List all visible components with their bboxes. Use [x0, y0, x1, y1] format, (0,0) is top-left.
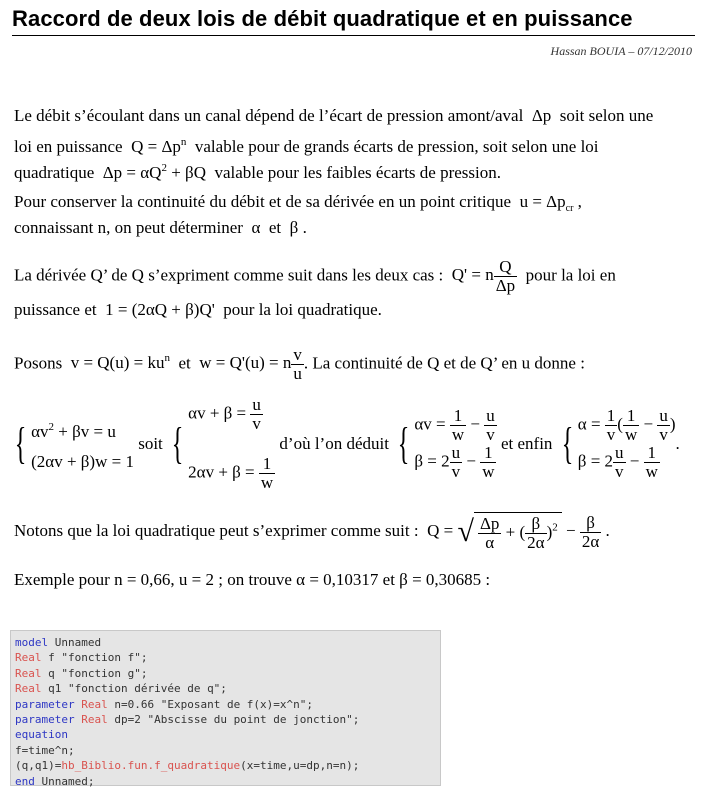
- brace-3: {: [397, 419, 410, 468]
- brace-4: {: [561, 419, 574, 468]
- text: d’où l’on déduit: [279, 434, 389, 453]
- code-text: n=0.66 "Exposant de f(x)=x^n";: [107, 697, 314, 711]
- math-delta-p: Δp: [527, 106, 556, 125]
- text: valable pour de grands écarts de pression, soit selon une loi: [194, 137, 599, 156]
- code-keyword: end: [15, 774, 35, 788]
- text: et: [268, 218, 282, 237]
- text: et enfin: [500, 434, 553, 453]
- code-text: f "fonction f";: [41, 651, 148, 665]
- code-function-call: hb_Biblio.fun.f_quadratique: [61, 759, 241, 773]
- brace-2: {: [171, 419, 184, 468]
- math-w-def: w = Q'(u) = n $\frac{v}{u}$: [195, 345, 302, 383]
- text: Posons: [14, 353, 63, 373]
- text: soit: [138, 434, 163, 453]
- text: Le débit s’écoulant dans un canal dépend de l’écart de pression amont/aval: [14, 106, 524, 125]
- code-keyword: model: [15, 636, 49, 649]
- brace-1: {: [14, 419, 27, 468]
- text: . La continuité de Q et de Q’ en u donne :: [303, 353, 585, 373]
- text: loi en puissance: [14, 137, 123, 156]
- math-power-law: $Q = \Delta p^n$: [126, 136, 187, 156]
- text: La dérivée Q’ de Q s’expriment comme suit dans les deux cas :: [14, 265, 444, 285]
- paragraph-3-line-2: [14, 298, 382, 322]
- code-text: (x=time,u=dp,n=n);: [240, 759, 360, 773]
- code-keyword: equation: [15, 728, 68, 742]
- code-text: q "fonction g";: [41, 666, 148, 680]
- paragraph-2-line-2: [14, 216, 307, 240]
- paragraph-1-line-1: [14, 104, 653, 128]
- code-type: Real: [74, 697, 108, 711]
- code-text: Unnamed;: [34, 774, 95, 788]
- text: puissance et: [14, 300, 97, 319]
- paragraph-7: Exemple pour n = 0,66, u = 2 ; on trouve α = 0,10317 et β = 0,30685 :: [14, 570, 491, 589]
- text: valable pour les faibles écarts de pression.: [214, 163, 502, 182]
- math-derivative-power: Q' = n $\frac{Q}{\Delta p}$: [447, 257, 516, 295]
- text: quadratique: [14, 163, 95, 182]
- equation-systems: { $\alpha v^2 + \beta v = u$ (2αv + β)w = 1 soit {αv + β = $\frac{u}{v}$ 2αv + β = $\frac{1}{w}$ d’où l’on déduit { αv = $\frac{1}{w}$ − $\frac{u}{v}$ β = 2 $\frac{u}{v}$ − $\frac{1}{w}$ et enfin { α = $\frac{1}{v}$ ( $\frac{1}{w}$ − $\frac{u}{v}$ ) β = 2 $\frac{u}{v}$ − $\frac{1}{w}$ .: [14, 395, 680, 492]
- paragraph-1-line-3: [14, 156, 501, 185]
- code-keyword: parameter: [15, 713, 75, 727]
- author-date: Hassan BOUIA – 07/12/2010: [550, 44, 692, 58]
- code-type: Real: [15, 682, 42, 696]
- modelica-code-block[interactable]: [10, 630, 441, 786]
- system-3: αv = $\frac{1}{w}$ − $\frac{u}{v}$ β = 2 $\frac{u}{v}$ − $\frac{1}{w}$: [414, 406, 495, 481]
- title-divider: [12, 35, 695, 36]
- code-type: Real: [15, 651, 42, 665]
- math-alpha: α: [247, 218, 265, 237]
- code-text: f=time^n;: [15, 743, 75, 757]
- text: pour la loi en: [525, 265, 616, 285]
- paragraph-1-line-2: [14, 130, 599, 159]
- text: Notons que la loi quadratique peut s’exprimer comme suit :: [14, 520, 419, 540]
- paragraph-3-line-1: [14, 258, 616, 295]
- paragraph-4: [14, 346, 585, 383]
- text: soit selon une: [559, 106, 654, 125]
- code-type: Real: [15, 666, 42, 680]
- math-quadratic-solution: Q = √ $\frac{\Delta p}{\alpha}$ + ( $\frac{\beta}{2\alpha}$ )$^2$ − $\frac{\beta}{2\alpha}$ .: [422, 512, 610, 552]
- system-4: α = $\frac{1}{v}$ ( $\frac{1}{w}$ − $\frac{u}{v}$ ) β = 2 $\frac{u}{v}$ − $\frac{1}{w}$: [577, 406, 676, 481]
- code-type: Real: [74, 713, 108, 727]
- code-text: Unnamed: [48, 636, 102, 649]
- text: connaissant n, on peut déterminer: [14, 218, 243, 237]
- math-derivative-quadratic: 1 = (2αQ + β)Q': [100, 300, 220, 319]
- paragraph-6: [14, 512, 610, 552]
- system-2: αv + β = $\frac{u}{v}$ 2αv + β = $\frac{1}{w}$: [188, 395, 274, 492]
- code-keyword: parameter: [15, 697, 75, 711]
- math-v-def: $v = Q(u) = ku^n$: [66, 352, 170, 373]
- page-title: Raccord de deux lois de débit quadratique et en puissance: [12, 6, 633, 31]
- text: Pour conserver la continuité du débit et de sa dérivée en un point critique: [14, 192, 512, 211]
- math-quadratic-law: $\Delta p = \alpha Q^2 + \beta Q$: [98, 162, 211, 182]
- math-beta: β .: [285, 218, 307, 237]
- text: pour la loi quadratique.: [223, 300, 382, 319]
- code-text: (q,q1)=: [15, 759, 62, 773]
- text: et: [178, 353, 191, 373]
- math-critical-point: $u = \Delta p_{cr}$ ,: [515, 192, 582, 214]
- code-text: dp=2 "Abscisse du point de jonction";: [107, 713, 360, 727]
- system-1: $\alpha v^2 + \beta v = u$ (2αv + β)w = 1: [31, 420, 134, 471]
- code-text: q1 "fonction dérivée de q";: [41, 682, 227, 696]
